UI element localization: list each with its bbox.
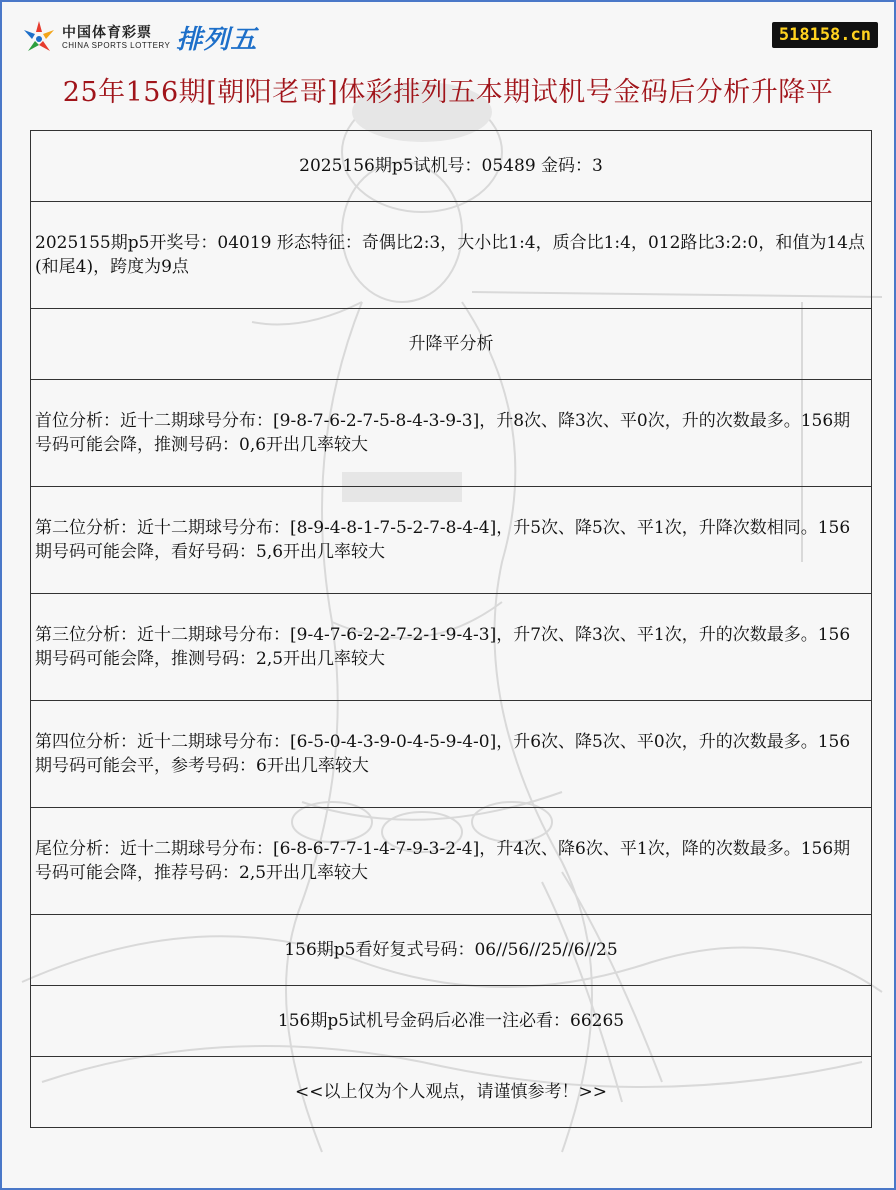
- table-row: [31, 487, 872, 594]
- trial-number-cell: 2025156期p5试机号：05489 金码：3: [31, 131, 872, 202]
- table-row: [31, 915, 872, 986]
- fourth-position-analysis-cell: 第四位分析：近十二期球号分布：[6-5-0-4-3-9-0-4-5-9-4-0]，升6次、降5次、平0次，升的次数最多。156期号码可能会平，参考号码：6开出几率较大: [31, 701, 872, 808]
- table-row: [31, 309, 872, 380]
- compound-numbers-cell: 156期p5看好复式号码：06//56//25//6//25: [31, 915, 872, 986]
- site-domain-badge[interactable]: 518158.cn: [772, 22, 878, 48]
- header: [2, 2, 894, 70]
- third-position-analysis-cell: 第三位分析：近十二期球号分布：[9-4-7-6-2-2-7-2-1-9-4-3]，升7次、降3次、平1次，升的次数最多。156期号码可能会降，推测号码：2,5开出几率较大: [31, 594, 872, 701]
- china-sports-lottery-star-icon: [20, 18, 58, 56]
- disclaimer-cell: <<以上仅为个人观点，请谨慎参考！>>: [31, 1057, 872, 1128]
- second-position-analysis-cell: 第二位分析：近十二期球号分布：[8-9-4-8-1-7-5-2-7-8-4-4]，升5次、降5次、平1次，升降次数相同。156期号码可能会降，看好号码：5,6开出几率较大: [31, 487, 872, 594]
- table-row: [31, 131, 872, 202]
- lottery-logo: [20, 18, 257, 56]
- last-position-analysis-cell: 尾位分析：近十二期球号分布：[6-8-6-7-7-1-4-7-9-3-2-4]，升4次、降6次、平1次，降的次数最多。156期号码可能会降，推荐号码：2,5开出几率较大: [31, 808, 872, 915]
- section-title-cell: 升降平分析: [31, 309, 872, 380]
- table-row: [31, 594, 872, 701]
- first-position-analysis-cell: 首位分析：近十二期球号分布：[9-8-7-6-2-7-5-8-4-3-9-3]，升8次、降3次、平0次，升的次数最多。156期号码可能会降，推测号码：0,6开出几率较大: [31, 380, 872, 487]
- table-row: [31, 380, 872, 487]
- table-row: [31, 986, 872, 1057]
- table-row: [31, 202, 872, 309]
- table-row: [31, 1057, 872, 1128]
- page-title: 25年156期[朝阳老哥]体彩排列五本期试机号金码后分析升降平: [62, 77, 834, 108]
- logo-product-name: 排列五: [176, 24, 258, 55]
- analysis-table: [30, 130, 872, 1128]
- logo-english-text: CHINA SPORTS LOTTERY: [62, 40, 171, 50]
- last-draw-cell: 2025155期p5开奖号：04019 形态特征：奇偶比2:3，大小比1:4，质合比1:4，012路比3:2:0，和值为14点(和尾4)，跨度为9点: [31, 202, 872, 309]
- table-row: [31, 808, 872, 915]
- logo-chinese-text: 中国体育彩票: [62, 23, 152, 40]
- must-see-cell: 156期p5试机号金码后必准一注必看：66265: [31, 986, 872, 1057]
- table-row: [31, 701, 872, 808]
